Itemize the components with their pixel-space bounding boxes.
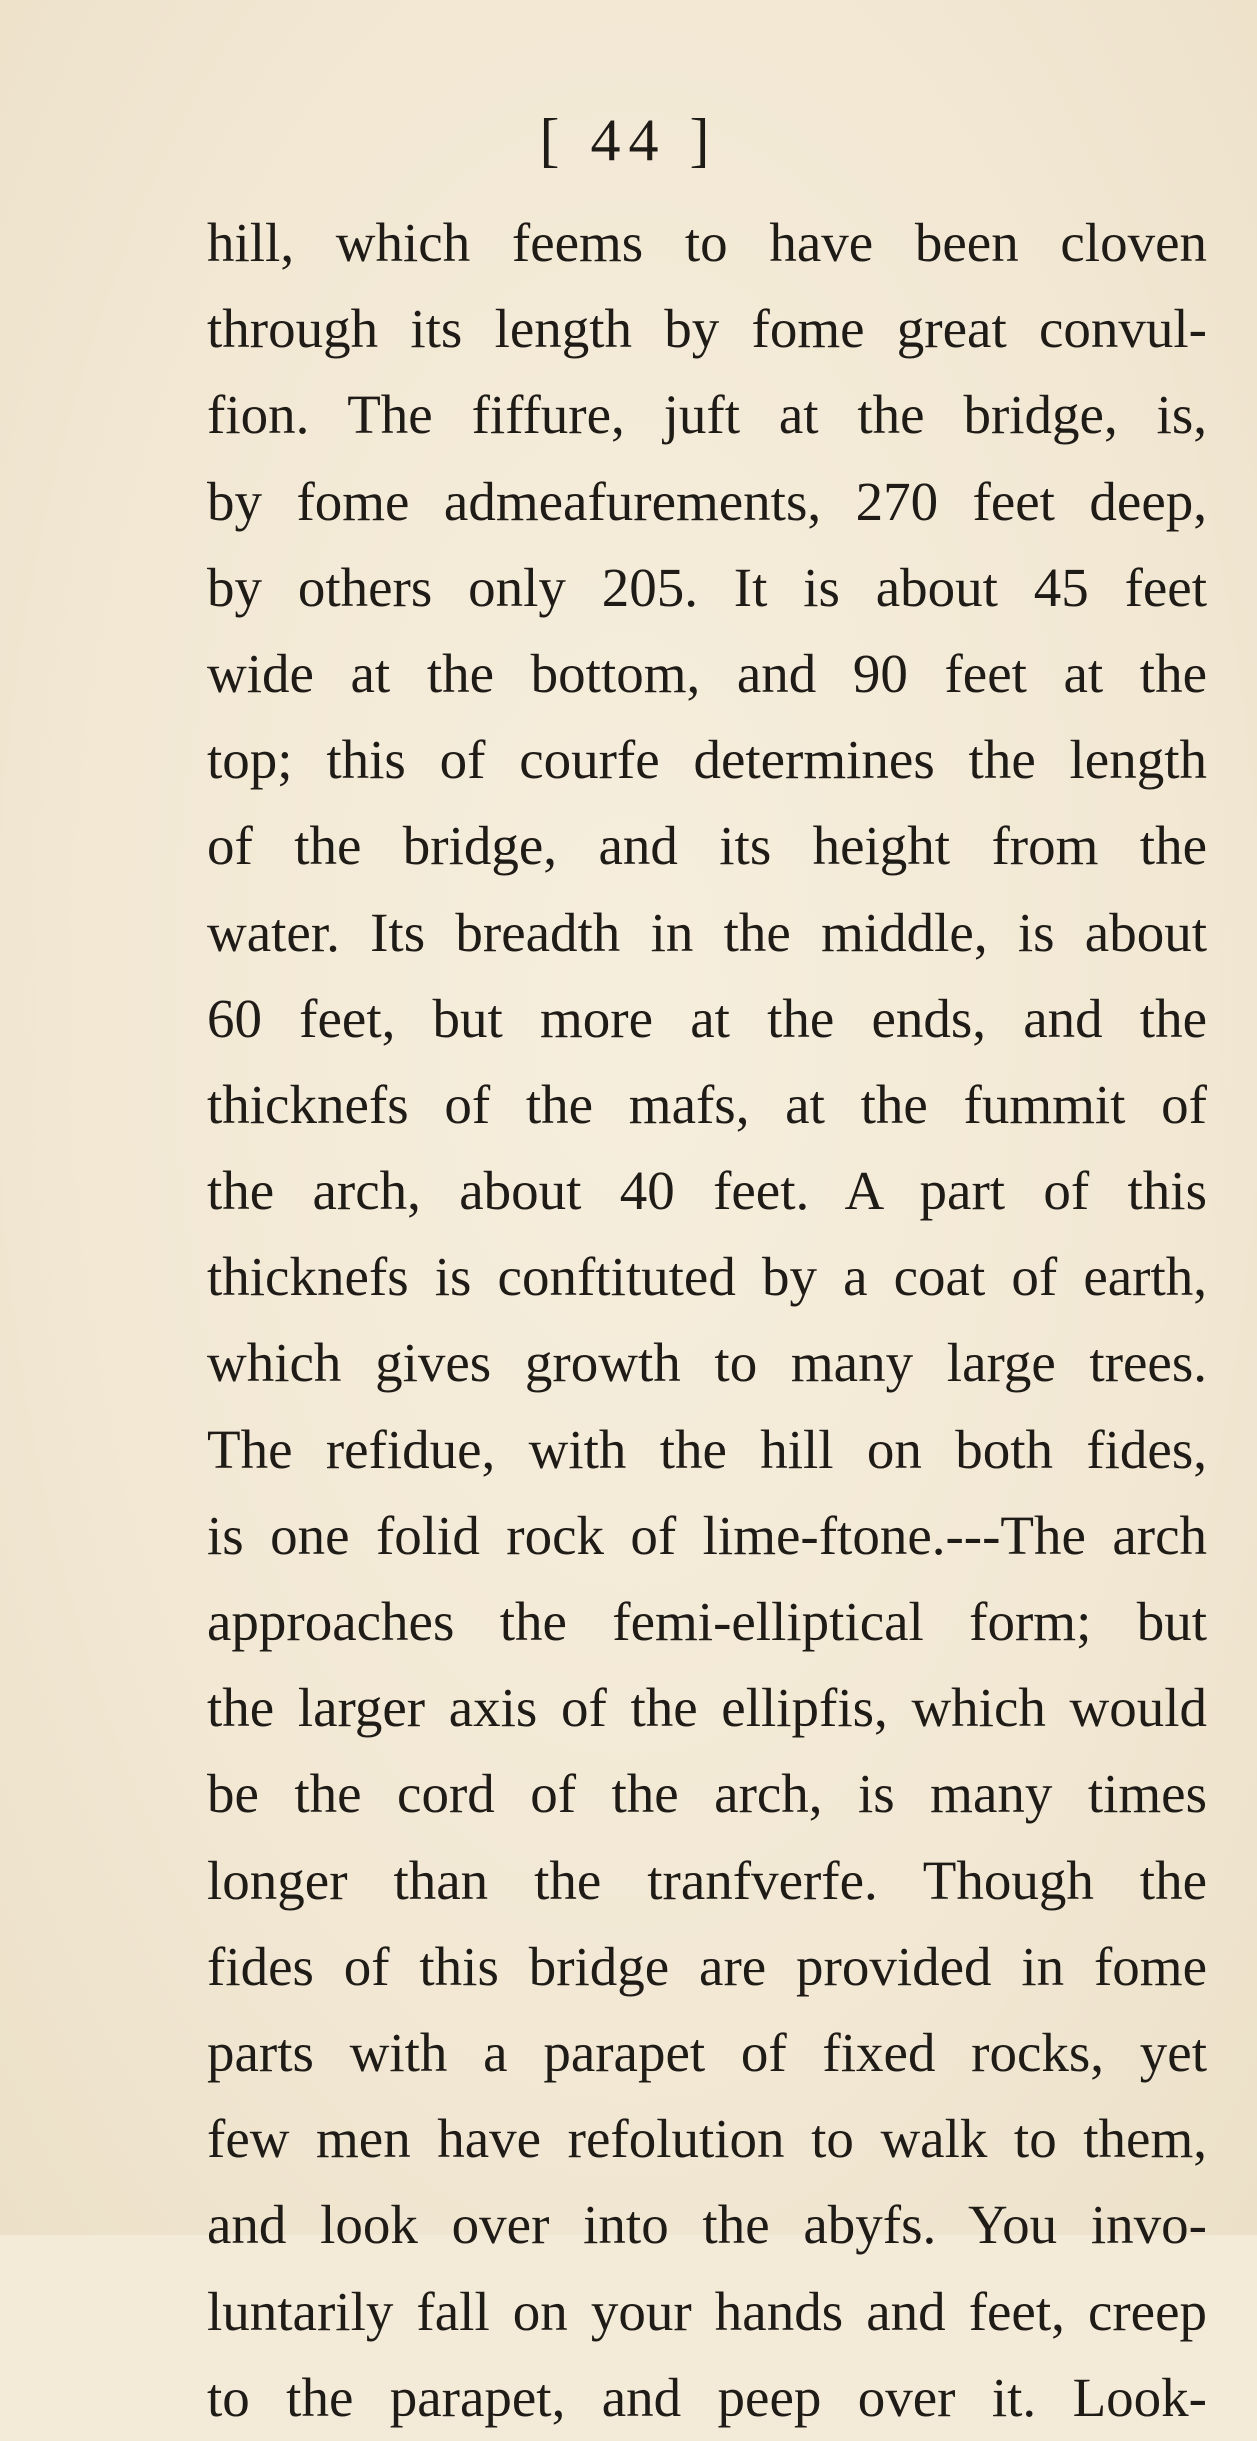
text-line: and look over into the abyfs. You invo- xyxy=(207,2194,1207,2256)
text-line: to the parapet, and peep over it. Look- xyxy=(207,2366,1207,2428)
text-line: water. Its breadth in the middle, is about xyxy=(207,901,1207,963)
text-line: thicknefs is conftituted by a coat of earth, xyxy=(207,1246,1207,1308)
text-line: top; this of courfe determines the length xyxy=(207,729,1207,791)
text-line: luntarily fall on your hands and feet, creep xyxy=(207,2280,1207,2342)
text-line: few men have refolution to walk to them, xyxy=(207,2108,1207,2170)
text-line: hill, which feems to have been cloven xyxy=(207,212,1207,273)
text-line: by fome admeafurements, 270 feet deep, xyxy=(207,470,1207,532)
text-line: The refidue, with the hill on both fides, xyxy=(207,1418,1207,1480)
text-line: the larger axis of the ellipfis, which would xyxy=(207,1677,1207,1739)
text-line: by others only 205. It is about 45 feet xyxy=(207,556,1207,618)
text-line: the arch, about 40 feet. A part of this xyxy=(207,1160,1207,1222)
text-line: 60 feet, but more at the ends, and the xyxy=(207,987,1207,1049)
text-line: fion. The fiffure, juft at the bridge, is, xyxy=(207,384,1207,446)
body-text xyxy=(207,200,1207,2441)
text-line: is one folid rock of lime-ftone.---The arch xyxy=(207,1504,1207,1566)
text-line: parts with a parapet of fixed rocks, yet xyxy=(207,2021,1207,2083)
text-line: wide at the bottom, and 90 feet at the xyxy=(207,642,1207,704)
text-line: be the cord of the arch, is many times xyxy=(207,1763,1207,1825)
text-line: fides of this bridge are provided in fome xyxy=(207,1935,1207,1997)
text-line: thicknefs of the mafs, at the fummit of xyxy=(207,1073,1207,1135)
page-number: [ 44 ] xyxy=(539,107,718,173)
text-line: approaches the femi-elliptical form; but xyxy=(207,1591,1207,1652)
text-line: which gives growth to many large trees. xyxy=(207,1332,1207,1394)
text-line: of the bridge, and its height from the xyxy=(207,815,1207,877)
text-line: through its length by fome great convul- xyxy=(207,298,1207,360)
text-line: longer than the tranfverfe. Though the xyxy=(207,1849,1207,1911)
